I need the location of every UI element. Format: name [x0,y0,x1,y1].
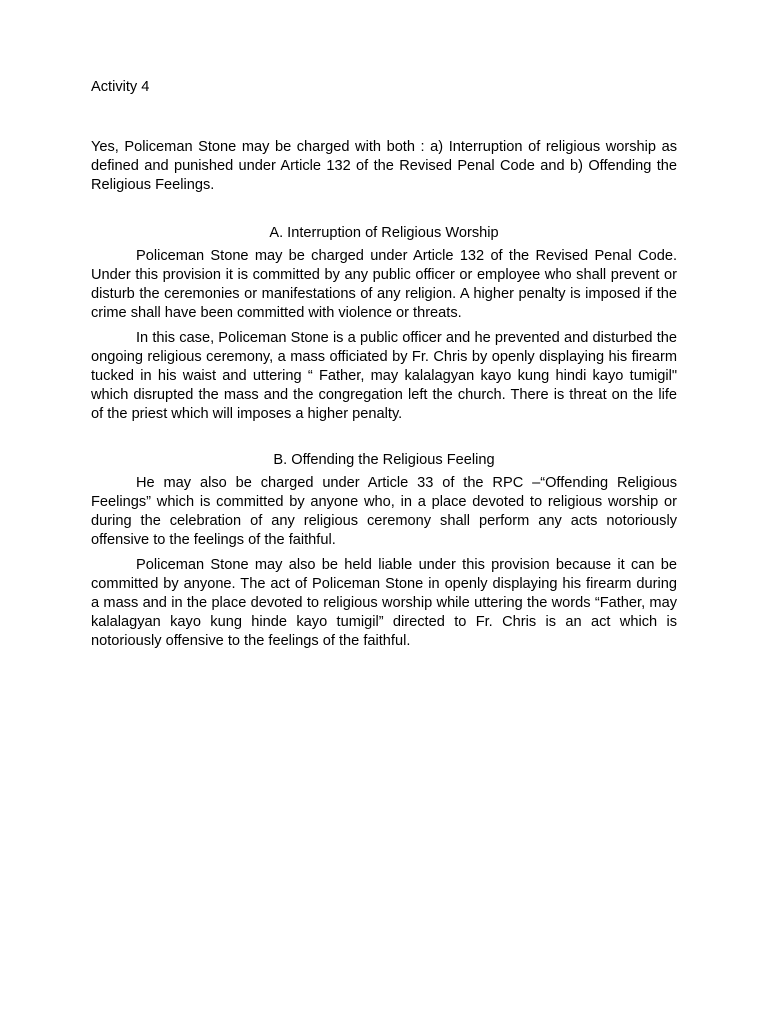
section-b-paragraph-2: Policeman Stone may also be held liable under this provision because it can be committed by anyone. The act of Policeman Stone in openly displaying his firearm during a mass and in the place devoted to religious worship while uttering the words “Father, may kalalagyan kayo kung hinde kayo tumigil” directed to Fr. Chris is an act which is notoriously offensive to the feelings of the faithful. [91,557,677,649]
section-a-paragraph-1: Policeman Stone may be charged under Article 132 of the Revised Penal Code. Under this provision it is committed by any public officer or employee who shall prevent or disturb the ceremonies or manifestations of any religion. A higher penalty is imposed if the crime shall have been committed with violence or threats. [91,248,677,321]
document-page [91,78,677,651]
document-title: Activity 4 [91,79,150,95]
section-a-paragraph-2: In this case, Policeman Stone is a public officer and he prevented and disturbed the ongoing religious ceremony, a mass officiated by Fr. Chris by openly displaying his firearm tucked in his waist and uttering “ Father, may kalalagyan kayo kung hindi kayo tumigil" which disrupted the mass and the congregation left the church. There is threat on the life of the priest which will imposes a higher penalty. [91,330,677,422]
intro-paragraph: Yes, Policeman Stone may be charged with both : a) Interruption of religious worship as defined and punished under Article 132 of the Revised Penal Code and b) Offending the Religious Feelings. [91,139,677,193]
section-a-heading: A. Interruption of Religious Worship [269,225,499,241]
section-b-heading: B. Offending the Religious Feeling [273,452,495,468]
section-b-paragraph-1: He may also be charged under Article 33 of the RPC –“Offending Religious Feelings” which is committed by anyone who, in a place devoted to religious worship or during the celebration of any religious ceremony shall perform any acts notoriously offensive to the feelings of the faithful. [91,475,677,548]
